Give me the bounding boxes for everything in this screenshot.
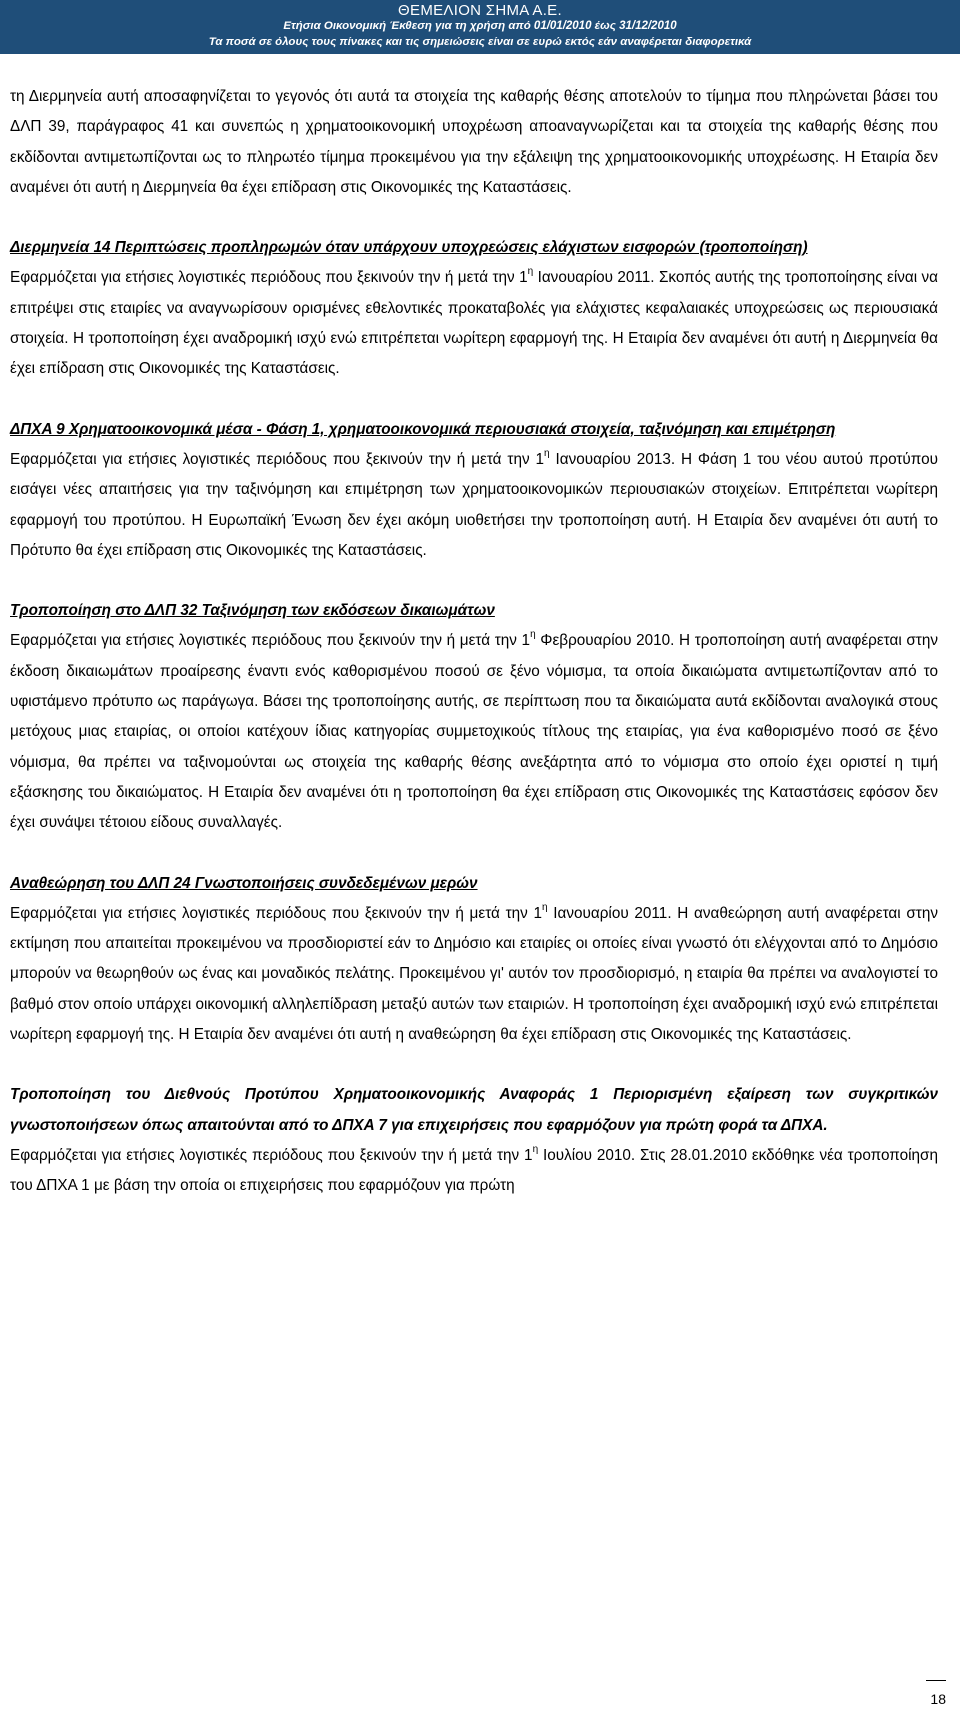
section-ifrs9-title: ΔΠΧΑ 9 Χρηματοοικονομικά μέσα - Φάση 1, χρηματοοικονομικά περιουσιακά στοιχεία, ταξινόμηση και επιμέτρηση — [10, 420, 836, 438]
document-body — [10, 82, 938, 1202]
report-period: Ετήσια Οικονομική Έκθεση για τη χρήση από 01/01/2010 έως 31/12/2010 — [283, 20, 677, 32]
company-name: ΘΕΜΕΛΙΟΝ ΣΗΜΑ Α.Ε. — [398, 2, 562, 19]
section-ias32-title: Τροποποίηση στο ΔΛΠ 32 Ταξινόμηση των εκδόσεων δικαιωμάτων — [10, 602, 495, 620]
section-ifric14-title: Διερμηνεία 14 Περιπτώσεις προπληρωμών όταν υπάρχουν υποχρεώσεις ελάχιστων εισφορών (τροποποίηση) — [10, 239, 808, 257]
document-header — [0, 0, 960, 54]
section-ifrs1-body: Εφαρμόζεται για ετήσιες λογιστικές περιόδους που ξεκινούν την ή μετά την $1^\eta$ Ιουλίου 2010. Στις 28.01.2010 εκδόθηκε νέα τροποποίηση του ΔΠΧΑ 1 με βάση την οποία οι επιχειρήσεις που εφαρμόζουν για πρώτη — [10, 1143, 938, 1195]
section-ias24-title: Αναθεώρηση του ΔΛΠ 24 Γνωστοποιήσεις συνδεδεμένων μερών — [10, 874, 478, 892]
section-ias32-body: Εφαρμόζεται για ετήσιες λογιστικές περιόδους που ξεκινούν την ή μετά την $1^\eta$ Φεβρουαρίου 2010. Η τροποποίηση αυτή αναφέρεται στην έκδοση δικαιωμάτων προαίρεσης έναντι ενός καθορισμένου ποσού σε ξένο νόμισμα, τα οποία δικαιώματα αντιμετωπίζονταν από το υφιστάμενο πρότυπο ως παράγωγα. Βάσει της τροποποίησης αυτής, σε περίπτωση που τα δικαιώματα αυτά εκδίδονται αναλογικά στους μετόχους μιας εταιρίας, οι οποίοι κατέχουν ίδιας κατηγορίας συμμετοχικούς τίτλους της εταιρίας, για ένα καθορισμένο ποσό σε ξένο νόμισμα, θα πρέπει να ταξινομούνται ως στοιχεία της καθαρής θέσης ανεξάρτητα από το νόμισμα στο οποίο έχει οριστεί η τιμή εξάσκησης του δικαιώματος. Η Εταιρία δεν αναμένει ότι η τροποποίηση θα έχει επίδραση στις Οικονομικές της Καταστάσεις εφόσον δεν έχει συνάψει τέτοιου είδους συναλλαγές. — [10, 629, 939, 832]
section-ifrs9-body: Εφαρμόζεται για ετήσιες λογιστικές περιόδους που ξεκινούν την ή μετά την $1^\eta$ Ιανουαρίου 2013. Η Φάση 1 του νέου αυτού προτύπου εισάγει νέες απαιτήσεις για την ταξινόμηση και επιμέτρηση των χρηματοοικονομικών περιουσιακών στοιχείων. Επιτρέπεται νωρίτερη εφαρμογή του προτύπου. Η Ευρωπαϊκή Ένωση δεν έχει ακόμη υιοθετήσει την τροποποίηση αυτή. Η Εταιρία δεν αναμένει ότι αυτή το Πρότυπο θα έχει επίδραση στις Οικονομικές της Καταστάσεις. — [10, 447, 939, 559]
currency-note: Τα ποσά σε όλους τους πίνακες και τις σημειώσεις είναι σε ευρώ εκτός εάν αναφέρεται διαφορετικά — [208, 36, 752, 48]
section-ias24-body: Εφαρμόζεται για ετήσιες λογιστικές περιόδους που ξεκινούν την ή μετά την $1^\eta$ Ιανουαρίου 2011. Η αναθεώρηση αυτή αναφέρεται στην εκτίμηση που απαιτείται προκειμένου να προσδιοριστεί εάν το Δημόσιο και εταιρίες οι οποίες είναι γνωστό ότι ελέγχονται από το Δημόσιο μπορούν να θεωρηθούν ως ένας και μοναδικός πελάτης. Προκειμένου γι' αυτόν τον προσδιορισμό, η εταιρία θα πρέπει να αναλογιστεί το βαθμό στον οποίο υπάρχει οικονομική αλληλεπίδραση μεταξύ αυτών των εταιριών. Η τροποποίηση έχει αναδρομική ισχύ ενώ επιτρέπεται νωρίτερη εφαρμογή της. Η Εταιρία δεν αναμένει ότι αυτή η αναθεώρηση θα έχει επίδραση στις Οικονομικές της Καταστάσεις. — [10, 901, 938, 1044]
section-ifrs1-title: Τροποποίηση του Διεθνούς Προτύπου Χρηματοοικονομικής Αναφοράς 1 Περιορισμένη εξαίρεση των συγκριτικών γνωστοποιήσεων όπως απαιτούνται από το ΔΠΧΑ 7 για επιχειρήσεις που εφαρμόζουν για πρώτη φορά τα ΔΠΧΑ. — [10, 1086, 938, 1134]
section-ifric14-body: Εφαρμόζεται για ετήσιες λογιστικές περιόδους που ξεκινούν την ή μετά την $1^\eta$ Ιανουαρίου 2011. Σκοπός αυτής της τροποποίησης είναι να επιτρέψει στις εταιρίες να αναγνωρίσουν ορισμένες εθελοντικές προκαταβολές για ελάχιστες κεφαλαιακές υποχρεώσεις ως περιουσιακά στοιχεία. Η τροποποίηση έχει αναδρομική ισχύ ενώ επιτρέπεται νωρίτερη εφαρμογή της. Η Εταιρία δεν αναμένει ότι αυτή η Διερμηνεία θα έχει επίδραση στις Οικονομικές της Καταστάσεις. — [10, 266, 939, 378]
page-number: 18 — [926, 1680, 946, 1707]
intro-paragraph: τη Διερμηνεία αυτή αποσαφηνίζεται το γεγονός ότι αυτά τα στοιχεία της καθαρής θέσης αποτελούν το τίμημα που πληρώνεται βάσει του ΔΛΠ 39, παράγραφος 41 και συνεπώς η χρηματοοικονομική υποχρέωση αποαναγνωρίζεται και τα στοιχεία της καθαρής θέσης που εκδίδονται αντιμετωπίζονται ως το πληρωτέο τίμημα προκειμένου για την εξάλειψη της χρηματοοικονομικής υποχρέωσης. Η Εταιρία δεν αναμένει ότι αυτή η Διερμηνεία θα έχει επίδραση στις Οικονομικές της Καταστάσεις. — [10, 88, 938, 196]
